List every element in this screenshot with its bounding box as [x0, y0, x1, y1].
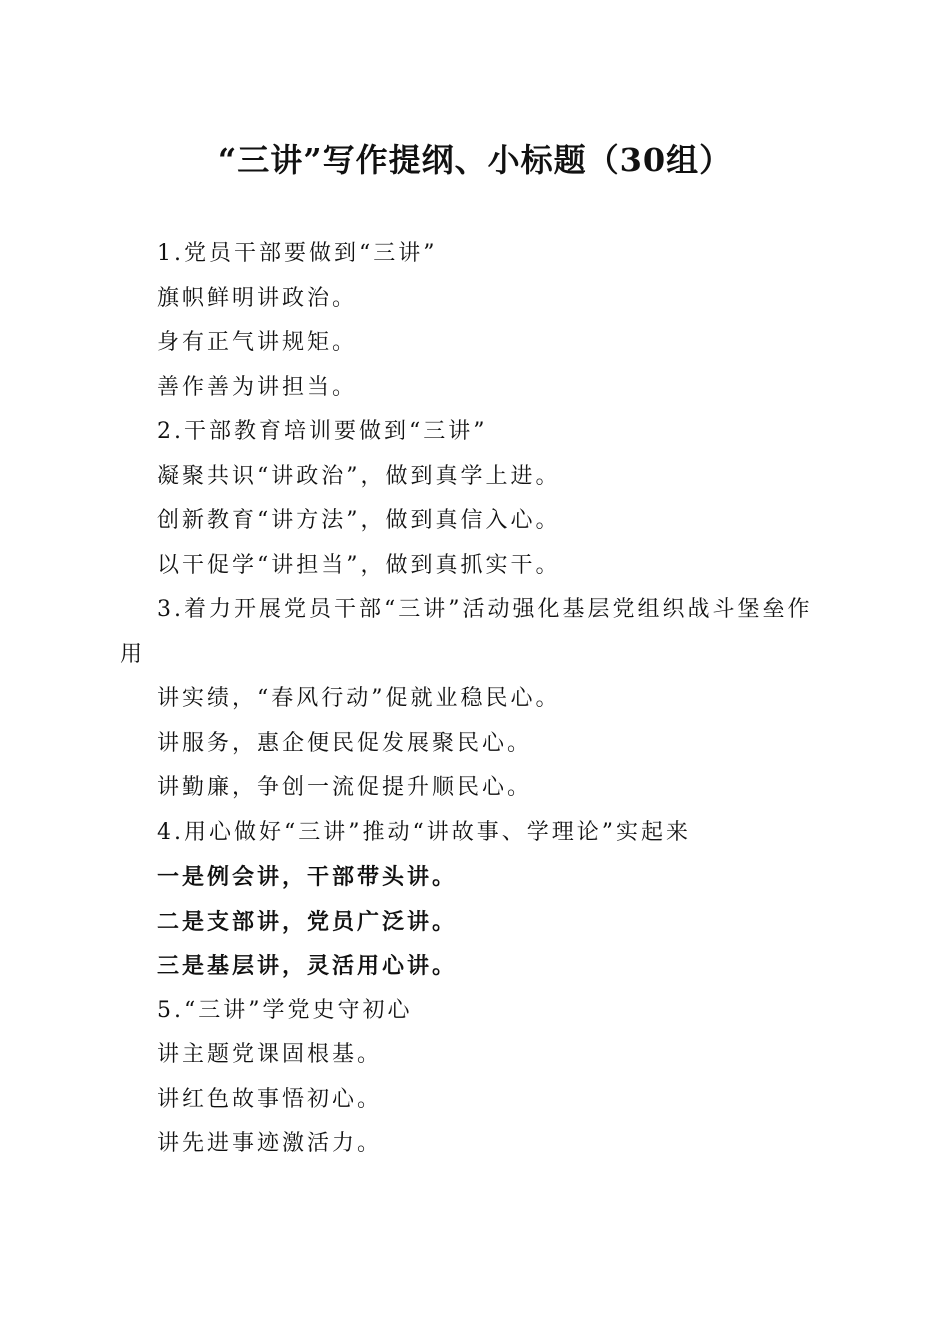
- paragraph: 旗帜鲜明讲政治。: [157, 285, 358, 311]
- section-heading: 3.着力开展党员干部“三讲”活动强化基层党组织战斗堡垒作用: [120, 597, 813, 667]
- paragraph: 讲主题党课固根基。: [157, 1042, 383, 1067]
- paragraph: 创新教育“讲方法”，做到真信入心。: [157, 508, 561, 533]
- paragraph: 身有正气讲规矩。: [157, 330, 358, 355]
- paragraph: 讲实绩，“春风行动”促就业稳民心。: [157, 686, 561, 711]
- paragraph: 凝聚共识“讲政治”，做到真学上进。: [157, 463, 561, 489]
- section-heading: 5.“三讲”学党史守初心: [157, 997, 413, 1023]
- paragraph: 善作善为讲担当。: [157, 374, 358, 400]
- paragraph: 讲先进事迹激活力。: [157, 1131, 383, 1156]
- paragraph: 讲勤廉，争创一流促提升顺民心。: [157, 775, 533, 800]
- paragraph: 以干促学“讲担当”，做到真抓实干。: [157, 552, 561, 578]
- section-heading: 4.用心做好“三讲”推动“讲故事、学理论”实起来: [157, 819, 691, 845]
- paragraph-bold: 三是基层讲，灵活用心讲。: [157, 953, 458, 979]
- section-heading: 1.党员干部要做到“三讲”: [157, 241, 438, 266]
- paragraph: 讲服务，惠企便民促发展聚民心。: [157, 730, 533, 756]
- paragraph-bold: 二是支部讲，党员广泛讲。: [157, 908, 458, 935]
- paragraph-bold: 一是例会讲，干部带头讲。: [157, 864, 458, 890]
- section-heading: 2.干部教育培训要做到“三讲”: [157, 419, 488, 444]
- document-title: “三讲”写作提纲、小标题（30组）: [217, 141, 733, 179]
- paragraph: 讲红色故事悟初心。: [157, 1086, 383, 1112]
- document-body: [120, 232, 832, 1167]
